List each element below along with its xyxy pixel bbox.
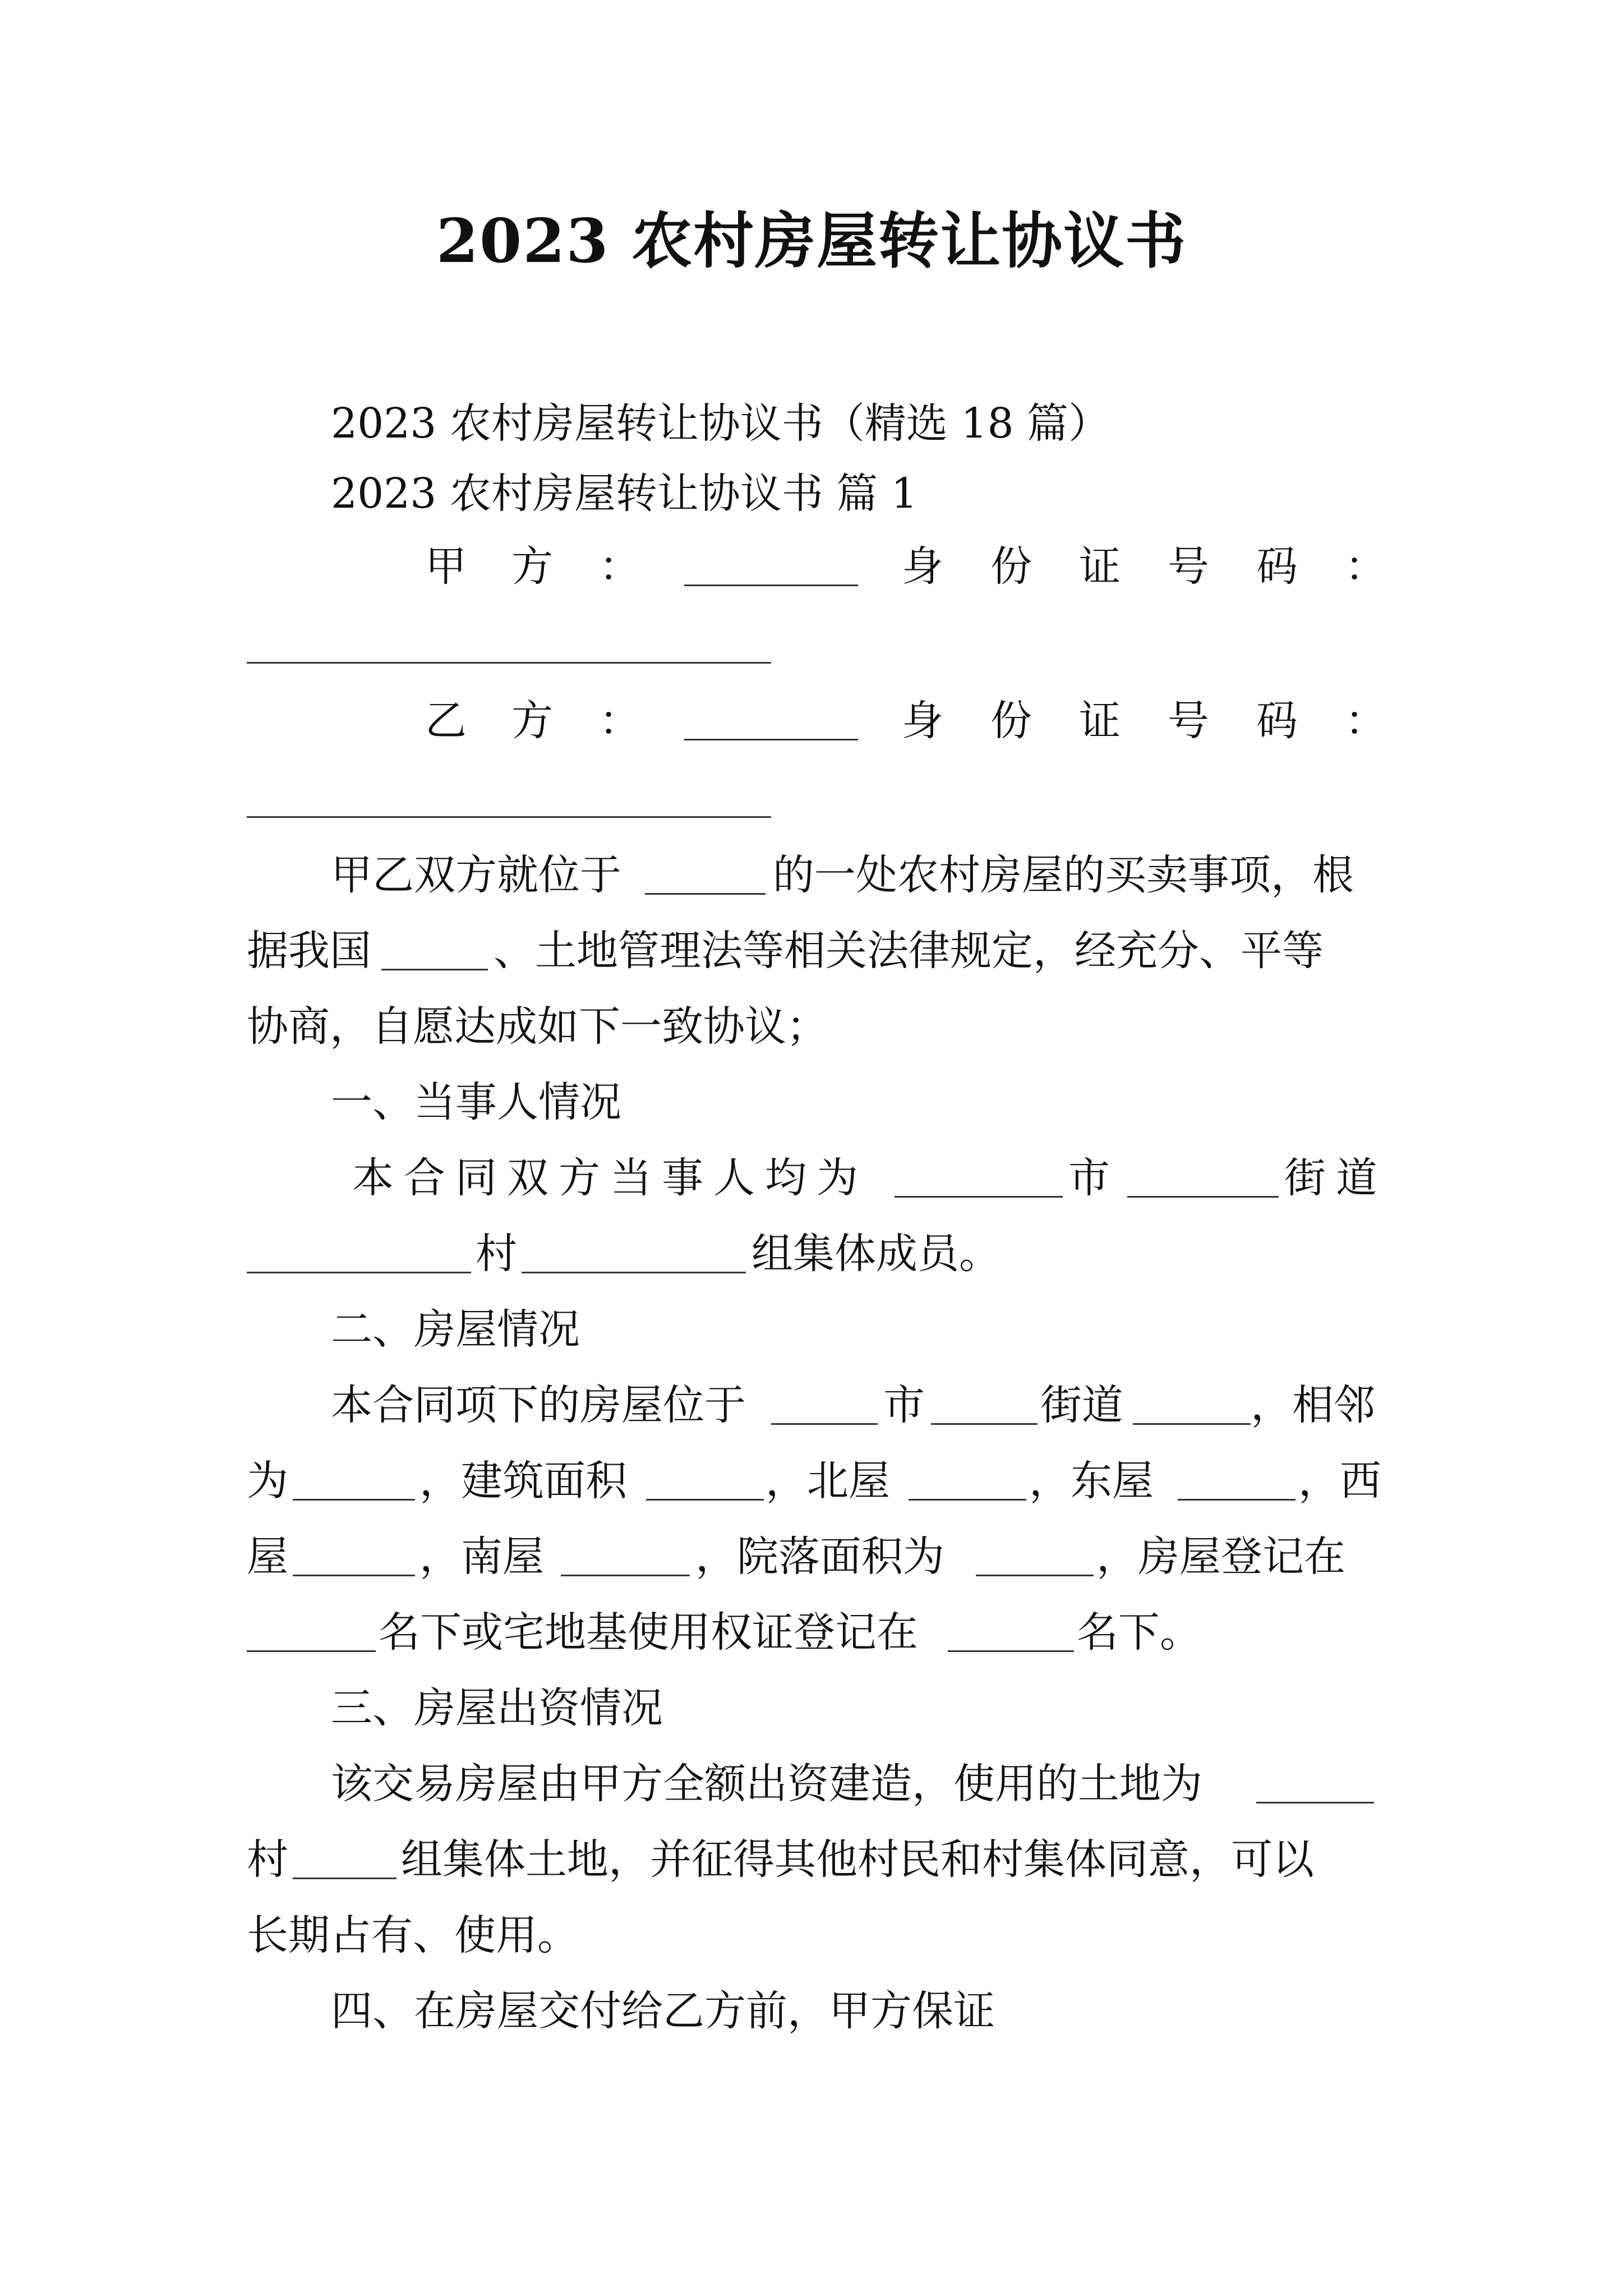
party-b-id-blank xyxy=(247,816,771,818)
group-blank xyxy=(522,1272,746,1273)
intro-line-3: 协商，自愿达成如下一致协议； xyxy=(247,1002,828,1051)
section-1-heading: 一、当事人情况 xyxy=(331,1078,621,1126)
section-2-heading: 二、房屋情况 xyxy=(331,1305,580,1354)
party-a-label: 甲 xyxy=(425,542,467,591)
party-b-name-blank xyxy=(684,739,858,740)
party-b-label: 乙 xyxy=(425,697,467,745)
house-street-blank xyxy=(931,1423,1038,1425)
south-room-blank xyxy=(561,1575,690,1576)
house-road-blank xyxy=(1133,1423,1251,1425)
party-a-id-blank xyxy=(247,662,771,664)
east-room-blank xyxy=(1178,1499,1295,1501)
party-a-line: 甲 方 ： 身 份 证 号 码 ： xyxy=(0,539,1623,1212)
party-a-id-label: 身 xyxy=(902,542,943,591)
land-village-blank xyxy=(1256,1802,1374,1803)
north-room-blank xyxy=(909,1499,1026,1501)
west-room-blank xyxy=(293,1575,415,1576)
section-1-line-2: 村 组集体成员。 xyxy=(0,1226,1623,1562)
section-4-heading: 四、在房屋交付给乙方前，甲方保证 xyxy=(331,1987,995,2035)
section-3-heading: 三、房屋出资情况 xyxy=(331,1684,663,1732)
section-2-line-3: 屋 ，南屋 ，院落面积为 ，房屋登记在 xyxy=(247,1533,1345,1581)
building-area-blank xyxy=(646,1499,764,1501)
document-subtitle: 2023 农村房屋转让协议书（精选 18 篇） xyxy=(331,399,1110,448)
yard-area-blank xyxy=(976,1575,1094,1576)
homestead-owner-blank xyxy=(948,1650,1074,1652)
intro-line-1: 甲乙双方就位于 的一处农村房屋的买卖事项，根 xyxy=(331,851,1354,899)
village-blank xyxy=(247,1272,471,1273)
city-blank xyxy=(895,1196,1063,1198)
section-2-line-1: 本合同项下的房屋位于 市 街道 ，相邻 xyxy=(331,1381,1375,1429)
document-title: 2023 农村房屋转让协议书 xyxy=(436,206,1187,277)
section-1-line-1: 本合同双方当事人均为 市 街道 xyxy=(352,1154,1387,1202)
party-b-id-label: 身 xyxy=(902,697,943,745)
section-2-line-4: 名下或宅地基使用权证登记在 名下。 xyxy=(0,1604,1623,1941)
section-3-line-2: 村 组集体土地，并征得其他村民和村集体同意，可以 xyxy=(247,1835,1314,1884)
street-blank xyxy=(1127,1196,1279,1198)
section-3-line-3: 长期占有、使用。 xyxy=(247,1911,579,1959)
section-3-line-1: 该交易房屋由甲方全额出资建造，使用的土地为 xyxy=(0,1756,1623,1980)
land-group-blank xyxy=(293,1878,396,1879)
part-heading: 2023 农村房屋转让协议书 篇 1 xyxy=(331,470,917,518)
party-a-name-blank xyxy=(684,585,858,586)
intro-line-2: 据我国 、土地管理法等相关法律规定，经充分、平等 xyxy=(247,927,1324,975)
party-b-line: 乙 方 ： 身 份 证 号 码 ： xyxy=(0,693,1623,1366)
registered-owner-blank xyxy=(247,1650,376,1652)
law-blank xyxy=(381,969,488,970)
neighbor-blank xyxy=(293,1499,415,1501)
section-2-line-2: 为 ，建筑面积 ，北屋 ，东屋 ，西 xyxy=(247,1457,1381,1505)
location-blank xyxy=(645,893,766,895)
house-city-blank xyxy=(771,1423,878,1425)
